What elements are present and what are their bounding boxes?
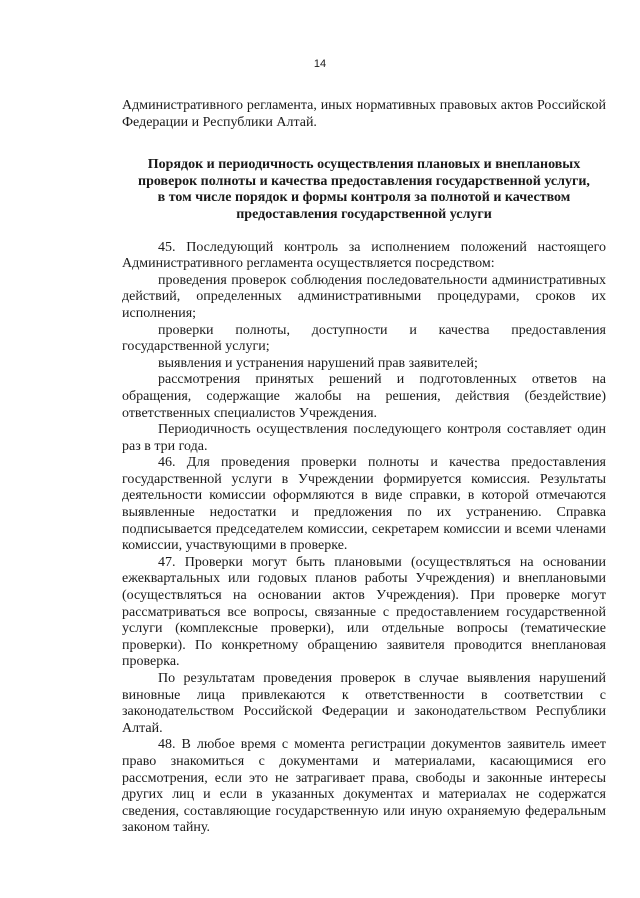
paragraph-48: 48. В любое время с момента регистрации документов заявитель имеет право знакомиться с документами и материалами, касающимися его рассмотрения, если это не затрагивает права, свободы и законные интересы других лиц и если в указанных документах и материалах не содержатся сведения, составляющие государственную или иную охраняемую федеральным законом тайну. (122, 737, 606, 836)
page-number: 14 (313, 58, 327, 70)
paragraph-46: 46. Для проведения проверки полноты и качества предоставления государственной услуги в Учреждении формируется комиссия. Результаты деятельности комиссии оформляются в виде справки, в которой отмечаются выявленные недостатки и предложения по их устранению. Справка подписывается председателем комиссии, секретарем комиссии и всеми членами комиссии, участвующими в проверке. (122, 455, 606, 554)
paragraph-45-item: проведения проверок соблюдения последовательности административных действий, определенных административными процедурами, сроков их исполнения; (122, 272, 606, 321)
paragraph-45-item: рассмотрения принятых решений и подготовленных ответов на обращения, содержащие жалобы на решения, действия (бездействие) ответственных специалистов Учреждения. (122, 372, 606, 421)
intro-paragraph: Административного регламента, иных нормативных правовых актов Российской Федерации и Республики Алтай. (122, 98, 606, 130)
document-body (122, 98, 606, 837)
heading-line: в том числе порядок и формы контроля за полнотой и качеством (157, 190, 571, 206)
paragraph-45: 45. Последующий контроль за исполнением положений настоящего Административного регламента осуществляется посредством: (122, 239, 606, 272)
paragraph-45-item: выявления и устранения нарушений прав заявителей; (158, 355, 478, 371)
paragraph-47: 47. Проверки могут быть плановыми (осуществляться на основании ежеквартальных или годовых планов работы Учреждения) и внеплановыми (осуществляться на основании актов Учреждения). При проверке могут рассматриваться все вопросы, связанные с предоставлением государственной услуги (комплексные проверки), или отдельные вопросы (тематические проверки). По конкретному обращению заявителя проводится внеплановая проверка. (122, 554, 606, 670)
section-heading (122, 157, 606, 223)
paragraph-47-results: По результатам проведения проверок в случае выявления нарушений виновные лица привлекаются к ответственности в соответствии с законодательством Российской Федерации и законодательством Республики Алтай. (122, 671, 606, 736)
heading-line: предоставления государственной услуги (236, 206, 492, 222)
heading-line: Порядок и периодичность осуществления плановых и внеплановых (147, 157, 581, 173)
heading-line: проверок полноты и качества предоставления государственной услуги, (138, 173, 590, 189)
paragraph-45-item: проверки полноты, доступности и качества предоставления государственной услуги; (122, 322, 606, 355)
paragraph-45-periodicity: Периодичность осуществления последующего контроля составляет один раз в три года. (122, 422, 606, 454)
